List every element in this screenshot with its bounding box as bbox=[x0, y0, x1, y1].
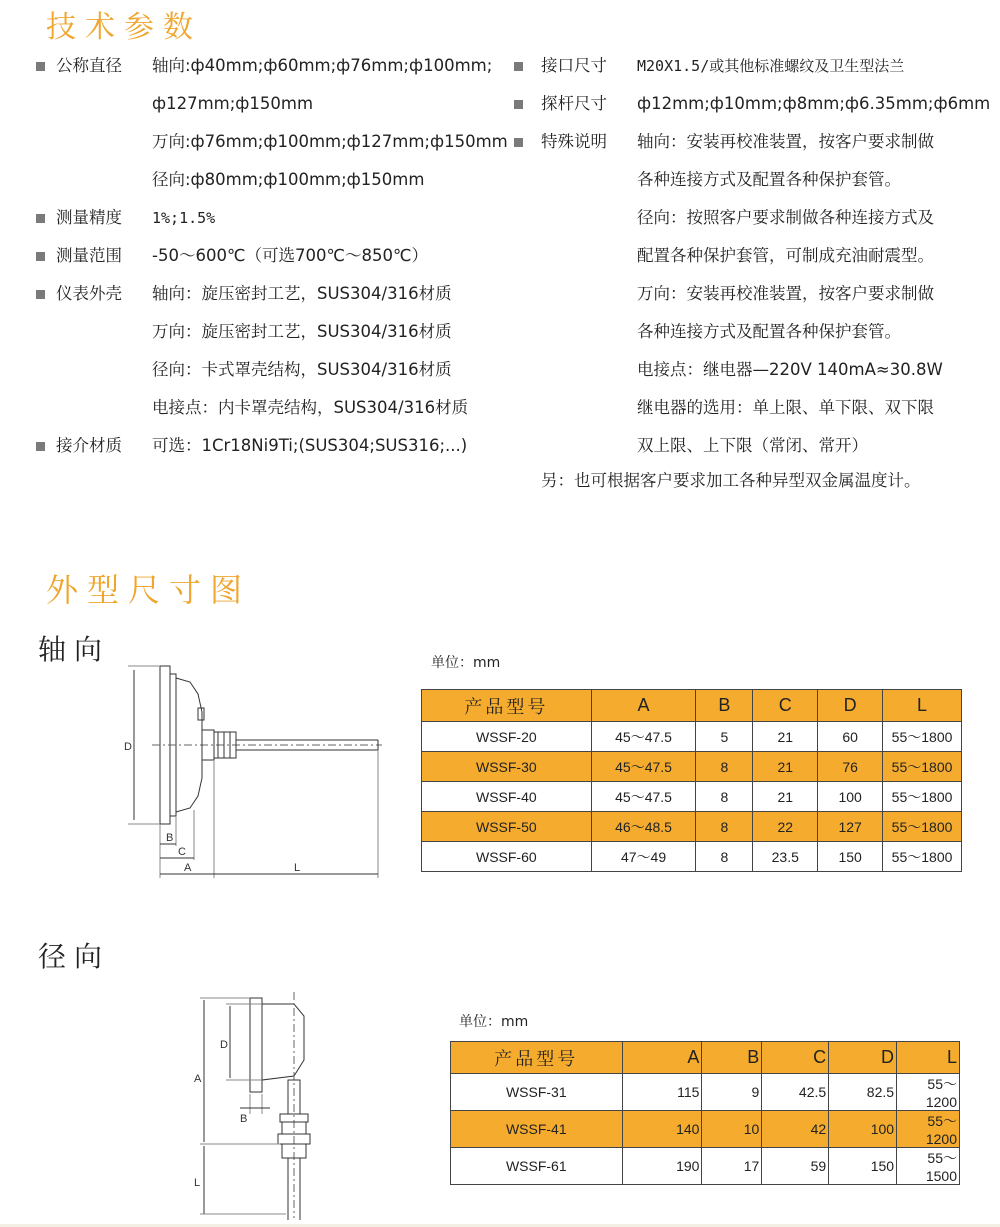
axial-drawing bbox=[120, 660, 390, 885]
spec-value: 轴向：旋压密封工艺，SUS304/316材质 bbox=[152, 284, 452, 303]
dim-label-b: B bbox=[166, 832, 174, 844]
spec-value: M20X1.5/或其他标准螺纹及卫生型法兰 bbox=[637, 57, 905, 75]
header-cell: B bbox=[702, 1042, 762, 1074]
table-cell: 8 bbox=[696, 842, 753, 872]
dim-label-a: A bbox=[184, 862, 192, 874]
table-cell: 55～1500 bbox=[897, 1148, 960, 1185]
radial-title: 径向 bbox=[38, 940, 111, 973]
table-row bbox=[451, 1148, 960, 1185]
table-cell: 21 bbox=[753, 782, 818, 812]
table-row bbox=[451, 1111, 960, 1148]
section-title-tech: 技术参数 bbox=[46, 10, 202, 45]
table-row bbox=[422, 842, 962, 872]
table-cell: 10 bbox=[702, 1111, 762, 1148]
table-cell: 150 bbox=[818, 842, 883, 872]
dim-label-l: L bbox=[194, 1177, 201, 1189]
table-cell: 45～47.5 bbox=[591, 782, 696, 812]
spec-value: 双上限、上下限（常闭、常开） bbox=[637, 436, 868, 455]
spec-value: 径向：按照客户要求制做各种连接方式及 bbox=[637, 208, 934, 227]
table-cell: 190 bbox=[622, 1148, 702, 1185]
table-row bbox=[422, 752, 962, 782]
spec-value: 各种连接方式及配置各种保护套管。 bbox=[637, 170, 901, 189]
table-cell: 42 bbox=[762, 1111, 829, 1148]
header-cell: L bbox=[897, 1042, 960, 1074]
spec-label-probe: 探杆尺寸 bbox=[541, 94, 607, 113]
axial-unit: 单位：mm bbox=[431, 655, 501, 671]
table-cell: 100 bbox=[818, 782, 883, 812]
table-cell: 60 bbox=[818, 722, 883, 752]
table-cell: 55～1800 bbox=[883, 812, 962, 842]
table-cell: 5 bbox=[696, 722, 753, 752]
spec-value: ф127mm;ф150mm bbox=[152, 94, 314, 113]
table-cell: 140 bbox=[622, 1111, 702, 1148]
table-cell: 55～1800 bbox=[883, 722, 962, 752]
spec-value: 电接点：继电器—220V 140mA≈30.8W bbox=[637, 360, 943, 379]
spec-value: 径向：卡式罩壳结构，SUS304/316材质 bbox=[152, 360, 452, 379]
bullet-icon bbox=[514, 100, 523, 109]
table-cell: 45～47.5 bbox=[591, 752, 696, 782]
table-cell: 55～1800 bbox=[883, 752, 962, 782]
table-cell: 42.5 bbox=[762, 1074, 829, 1111]
table-cell: 22 bbox=[753, 812, 818, 842]
table-cell: 46～48.5 bbox=[591, 812, 696, 842]
table-cell: WSSF-61 bbox=[451, 1148, 623, 1185]
axial-dimension-table bbox=[421, 689, 962, 872]
table-cell: 82.5 bbox=[829, 1074, 897, 1111]
bullet-icon bbox=[36, 62, 45, 71]
radial-dimension-table bbox=[450, 1041, 960, 1185]
table-cell: 59 bbox=[762, 1148, 829, 1185]
header-cell: C bbox=[753, 690, 818, 722]
dim-label-a: A bbox=[194, 1073, 202, 1085]
dim-label-l: L bbox=[294, 862, 301, 874]
spec-value: 轴向：安装再校准装置，按客户要求制做 bbox=[637, 132, 934, 151]
table-row bbox=[451, 1074, 960, 1111]
bullet-icon bbox=[36, 442, 45, 451]
table-row bbox=[422, 812, 962, 842]
table-cell: WSSF-20 bbox=[422, 722, 592, 752]
axial-title: 轴向 bbox=[38, 633, 111, 666]
table-cell: 115 bbox=[622, 1074, 702, 1111]
spec-value: 万向：安装再校准装置，按客户要求制做 bbox=[637, 284, 934, 303]
spec-value: 径向:ф80mm;ф100mm;ф150mm bbox=[152, 170, 425, 189]
table-cell: 8 bbox=[696, 782, 753, 812]
table-cell: 76 bbox=[818, 752, 883, 782]
spec-value: 轴向:ф40mm;ф60mm;ф76mm;ф100mm; bbox=[152, 56, 493, 75]
table-cell: 21 bbox=[753, 752, 818, 782]
table-cell: 150 bbox=[829, 1148, 897, 1185]
table-cell: WSSF-31 bbox=[451, 1074, 623, 1111]
dim-label-c: C bbox=[178, 846, 186, 858]
table-cell: 55～1800 bbox=[883, 782, 962, 812]
spec-value: 可选：1Cr18Ni9Ti;(SUS304;SUS316;...) bbox=[152, 436, 468, 455]
spec-value: 电接点：内卡罩壳结构，SUS304/316材质 bbox=[152, 398, 469, 417]
spec-label-range: 测量范围 bbox=[56, 246, 122, 265]
spec-value: 1%;1.5% bbox=[152, 209, 216, 227]
bullet-icon bbox=[514, 62, 523, 71]
spec-label-accuracy: 测量精度 bbox=[56, 208, 122, 227]
bullet-icon bbox=[514, 138, 523, 147]
spec-label-material: 接介材质 bbox=[56, 436, 122, 455]
dim-label-b: B bbox=[240, 1113, 248, 1125]
table-cell: 55～1200 bbox=[897, 1111, 960, 1148]
spec-value: ф12mm;ф10mm;ф8mm;ф6.35mm;ф6mm bbox=[637, 94, 991, 113]
table-row bbox=[422, 782, 962, 812]
table-cell: 17 bbox=[702, 1148, 762, 1185]
custom-note: 另：也可根据客户要求加工各种异型双金属温度计。 bbox=[541, 471, 921, 490]
header-cell: B bbox=[696, 690, 753, 722]
dim-label-d: D bbox=[124, 741, 132, 753]
table-cell: 55～1800 bbox=[883, 842, 962, 872]
table-cell: WSSF-60 bbox=[422, 842, 592, 872]
table-cell: 9 bbox=[702, 1074, 762, 1111]
table-row bbox=[422, 722, 962, 752]
table-cell: 55～1200 bbox=[897, 1074, 960, 1111]
bullet-icon bbox=[36, 214, 45, 223]
table-cell: WSSF-40 bbox=[422, 782, 592, 812]
section-title-dimensions: 外型尺寸图 bbox=[46, 571, 252, 609]
spec-label-special: 特殊说明 bbox=[541, 132, 607, 151]
radial-unit: 单位：mm bbox=[459, 1014, 529, 1030]
header-cell: C bbox=[762, 1042, 829, 1074]
table-header-row bbox=[422, 690, 962, 722]
spec-value: 万向:ф76mm;ф100mm;ф127mm;ф150mm bbox=[152, 132, 508, 151]
table-cell: 8 bbox=[696, 752, 753, 782]
header-cell: A bbox=[622, 1042, 702, 1074]
spec-value: 万向：旋压密封工艺，SUS304/316材质 bbox=[152, 322, 452, 341]
table-cell: 45～47.5 bbox=[591, 722, 696, 752]
header-cell: A bbox=[591, 690, 696, 722]
spec-value: 各种连接方式及配置各种保护套管。 bbox=[637, 322, 901, 341]
table-cell: WSSF-30 bbox=[422, 752, 592, 782]
table-cell: WSSF-50 bbox=[422, 812, 592, 842]
spec-value: 继电器的选用：单上限、单下限、双下限 bbox=[637, 398, 934, 417]
table-cell: 21 bbox=[753, 722, 818, 752]
header-cell: D bbox=[818, 690, 883, 722]
table-cell: 47～49 bbox=[591, 842, 696, 872]
header-cell: L bbox=[883, 690, 962, 722]
spec-label-housing: 仪表外壳 bbox=[56, 284, 122, 303]
dim-label-d: D bbox=[220, 1039, 228, 1051]
table-cell: 23.5 bbox=[753, 842, 818, 872]
table-header-row bbox=[451, 1042, 960, 1074]
table-cell: 127 bbox=[818, 812, 883, 842]
spec-label-interface: 接口尺寸 bbox=[541, 56, 607, 75]
table-cell: WSSF-41 bbox=[451, 1111, 623, 1148]
spec-value: -50～600℃（可选700℃～850℃） bbox=[152, 246, 429, 265]
bullet-icon bbox=[36, 252, 45, 261]
bullet-icon bbox=[36, 290, 45, 299]
spec-value: 配置各种保护套管，可制成充油耐震型。 bbox=[637, 246, 934, 265]
header-cell: 产品型号 bbox=[422, 690, 592, 722]
table-cell: 8 bbox=[696, 812, 753, 842]
header-cell: 产品型号 bbox=[451, 1042, 623, 1074]
header-cell: D bbox=[829, 1042, 897, 1074]
table-cell: 100 bbox=[829, 1111, 897, 1148]
radial-drawing bbox=[190, 990, 330, 1225]
spec-label-diameter: 公称直径 bbox=[56, 56, 122, 75]
